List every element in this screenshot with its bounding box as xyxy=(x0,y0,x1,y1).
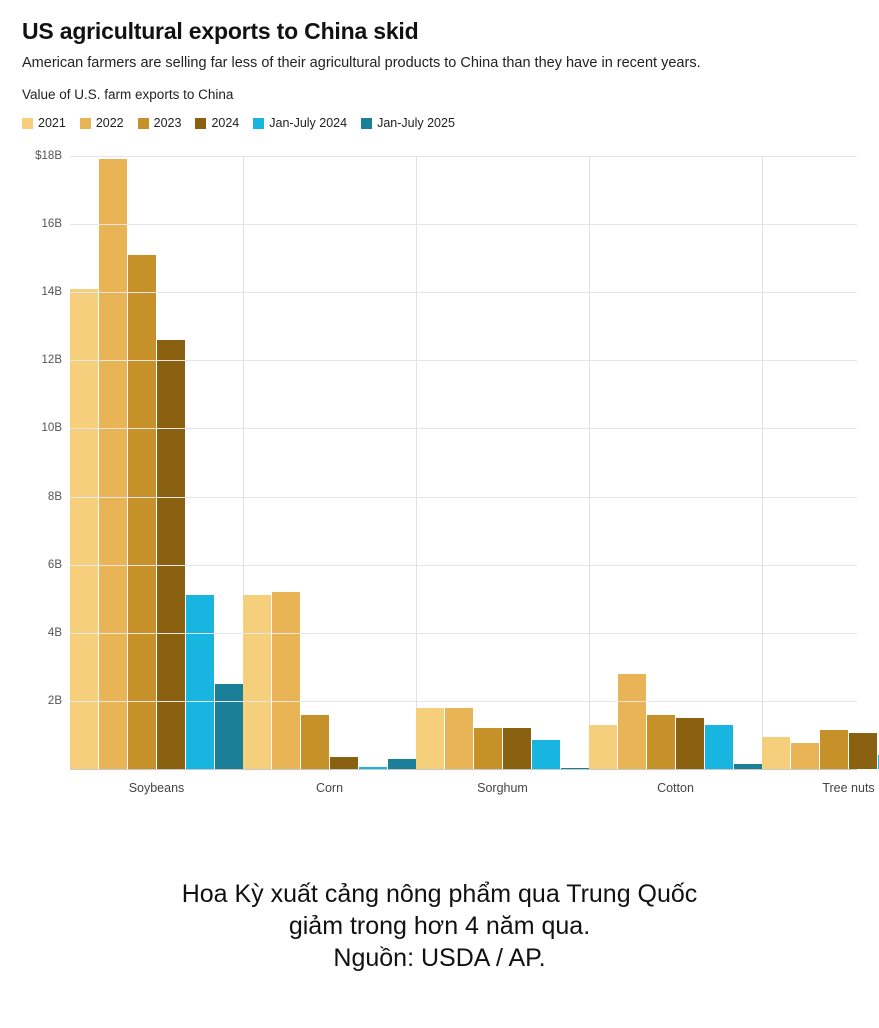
y-axis-tick-label: 2B xyxy=(47,694,62,707)
bar[interactable] xyxy=(532,740,560,769)
legend-label: 2022 xyxy=(95,116,124,130)
gridline xyxy=(70,156,857,157)
y-axis-tick-label: 14B xyxy=(41,286,62,299)
bar[interactable] xyxy=(157,340,185,769)
y-axis-tick-label: 6B xyxy=(47,558,62,571)
bar[interactable] xyxy=(416,708,444,769)
legend-item[interactable] xyxy=(253,116,347,130)
y-axis-tick-label: 4B xyxy=(47,626,62,639)
bar[interactable] xyxy=(128,255,156,769)
bar[interactable] xyxy=(647,715,675,769)
bar-groups xyxy=(70,156,875,795)
legend-swatch-icon xyxy=(138,118,149,129)
bar[interactable] xyxy=(849,733,877,769)
bar-chart xyxy=(22,148,875,828)
bar[interactable] xyxy=(243,595,271,769)
x-axis-tick-label: Corn xyxy=(315,781,344,795)
x-axis-tick-label: Cotton xyxy=(657,781,694,795)
bar[interactable] xyxy=(676,718,704,769)
y-axis-tick-label: 16B xyxy=(41,218,62,231)
legend-swatch-icon xyxy=(361,118,372,129)
gridline xyxy=(70,565,857,566)
legend-item[interactable] xyxy=(80,116,124,130)
y-axis-tick-label: $18B xyxy=(35,150,62,162)
page-subtitle: American farmers are selling far less of their agricultural products to China than they have in recent years. xyxy=(22,55,701,71)
bar[interactable] xyxy=(734,764,762,769)
legend-item[interactable] xyxy=(195,116,239,130)
gridline xyxy=(70,428,857,429)
caption-line-2: giảm trong hơn 4 năm qua. xyxy=(288,912,591,940)
bar[interactable] xyxy=(762,737,790,769)
y-axis-tick-label: 12B xyxy=(41,354,62,367)
page-title: US agricultural exports to China skid xyxy=(22,18,419,44)
x-axis-tick-label: Tree nuts xyxy=(822,781,875,795)
bar[interactable] xyxy=(820,730,848,769)
bar-group xyxy=(416,156,589,795)
y-axis-tick-label: 10B xyxy=(41,422,62,435)
bar[interactable] xyxy=(359,767,387,769)
bar[interactable] xyxy=(474,728,502,769)
legend-swatch-icon xyxy=(22,118,33,129)
bar[interactable] xyxy=(618,674,646,769)
bar-group xyxy=(70,156,243,795)
legend-label: 2021 xyxy=(38,116,66,130)
gridline xyxy=(70,497,857,498)
chart-axis-title: Value of U.S. farm exports to China xyxy=(22,87,234,102)
bar[interactable] xyxy=(330,757,358,769)
caption-line-1: Hoa Kỳ xuất cảng nông phẩm qua Trung Quốc xyxy=(181,880,698,908)
gridline xyxy=(70,292,857,293)
bar[interactable] xyxy=(215,684,243,769)
bar[interactable] xyxy=(301,715,329,769)
bar[interactable] xyxy=(272,592,300,769)
bar[interactable] xyxy=(589,725,617,769)
chart-legend xyxy=(22,116,857,130)
legend-label: 2023 xyxy=(153,116,182,130)
gridline xyxy=(70,633,857,634)
bar[interactable] xyxy=(705,725,733,769)
legend-label: Jan-July 2024 xyxy=(269,116,348,130)
legend-item[interactable] xyxy=(361,116,455,130)
gridline xyxy=(70,224,857,225)
x-axis-tick-label: Soybeans xyxy=(128,781,185,795)
gridline xyxy=(70,701,857,702)
legend-item[interactable] xyxy=(138,116,182,130)
bar[interactable] xyxy=(186,595,214,769)
bar[interactable] xyxy=(561,768,589,769)
bar-group xyxy=(762,156,879,795)
y-axis-tick-label: 8B xyxy=(47,490,62,503)
gridline xyxy=(70,360,857,361)
bar[interactable] xyxy=(445,708,473,769)
bar[interactable] xyxy=(99,159,127,769)
bar[interactable] xyxy=(388,759,416,769)
bar[interactable] xyxy=(791,743,819,769)
plot-area xyxy=(35,150,875,795)
bar-group xyxy=(589,156,762,795)
legend-swatch-icon xyxy=(195,118,206,129)
legend-swatch-icon xyxy=(80,118,91,129)
legend-label: Jan-July 2025 xyxy=(377,116,455,130)
chart-caption xyxy=(0,878,879,974)
legend-swatch-icon xyxy=(253,118,264,129)
x-axis-tick-label: Sorghum xyxy=(477,781,528,795)
bar[interactable] xyxy=(503,728,531,769)
legend-item[interactable] xyxy=(22,116,66,130)
caption-line-3: Nguồn: USDA / AP. xyxy=(333,944,546,972)
legend-label: 2024 xyxy=(211,116,240,130)
bar-group xyxy=(243,156,416,795)
